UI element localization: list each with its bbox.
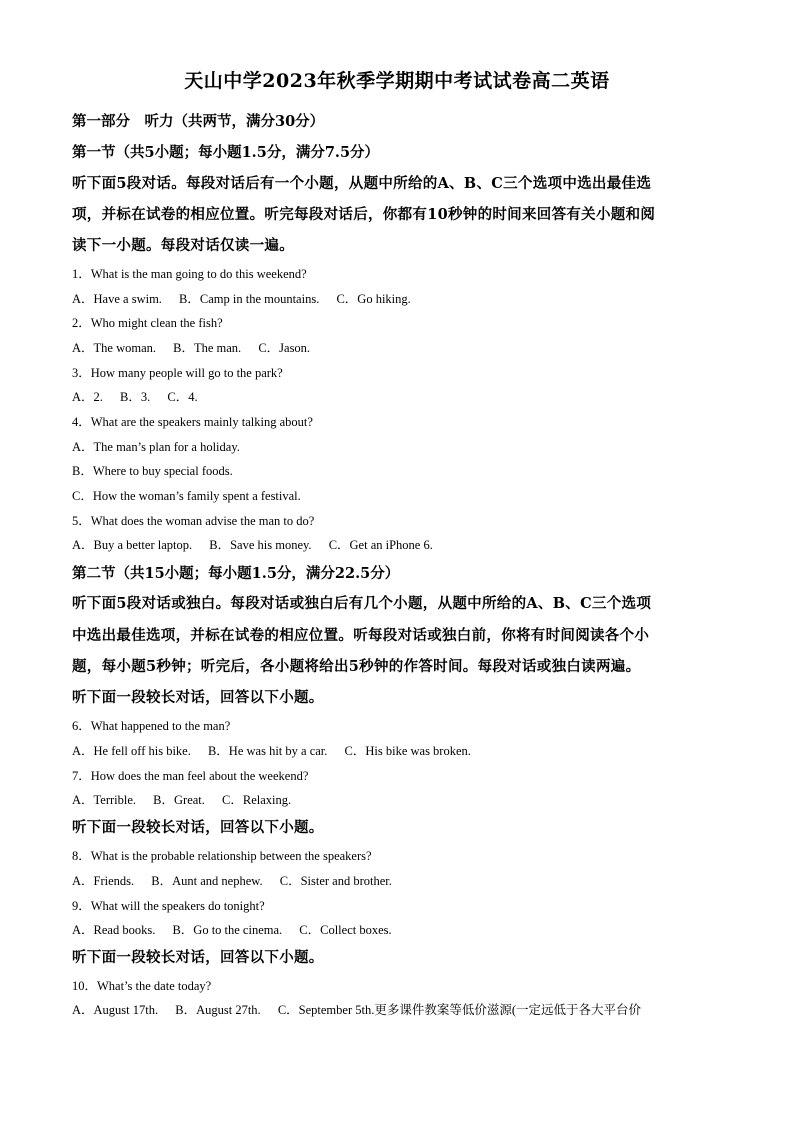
question-7-options <box>72 790 305 808</box>
option-b[interactable]: B．Save his money. <box>209 538 312 552</box>
option-c[interactable]: C．His bike was broken. <box>344 744 471 758</box>
option-b[interactable]: B．The man. <box>173 341 242 355</box>
option-c[interactable]: C．4. <box>167 390 198 404</box>
long-dialogue-label: 听下面一段较长对话，回答以下小题。 <box>72 689 324 706</box>
section1-instructions-line: 项，并标在试卷的相应位置。听完每段对话后，你都有10秒钟的时间来回答有关小题和阅 <box>72 206 656 223</box>
question-3-options <box>72 387 212 405</box>
option-c[interactable]: C．Jason. <box>258 341 311 355</box>
question-8-stem: 8．What is the probable relationship between the speakers? <box>72 849 372 863</box>
question-7-stem: 7．How does the man feel about the weekend? <box>72 769 309 783</box>
option-a[interactable]: A．Friends. <box>72 874 135 888</box>
question-1-options <box>72 289 425 307</box>
question-4-stem: 4．What are the speakers mainly talking about? <box>72 415 313 429</box>
question-1-stem: 1．What is the man going to do this weekend? <box>72 267 307 281</box>
option-c[interactable]: C．Collect boxes. <box>299 923 392 937</box>
option-c[interactable]: C．Get an iPhone 6. <box>328 538 433 552</box>
question-10-options <box>72 1000 641 1018</box>
question-8-options <box>72 871 406 889</box>
option-a[interactable]: A．The woman. <box>72 341 157 355</box>
option-b[interactable]: B．Great. <box>153 793 205 807</box>
option-b[interactable]: B．August 27th. <box>175 1003 261 1017</box>
option-a[interactable]: A．He fell off his bike. <box>72 744 191 758</box>
question-2-options <box>72 338 324 356</box>
question-9-stem: 9．What will the speakers do tonight? <box>72 899 265 913</box>
option-a[interactable]: A．August 17th. <box>72 1003 159 1017</box>
option-b[interactable]: B．He was hit by a car. <box>207 744 328 758</box>
option-a[interactable]: A．Buy a better laptop. <box>72 538 193 552</box>
question-9-options <box>72 920 406 938</box>
question-2-stem: 2．Who might clean the fish? <box>72 316 223 330</box>
question-6-stem: 6．What happened to the man? <box>72 719 231 733</box>
option-a[interactable]: A．Read books. <box>72 923 156 937</box>
section2-instructions-line: 听下面5段对话或独白。每段对话或独白后有几个小题，从题中所给的A、B、C三个选项 <box>72 595 652 612</box>
option-a[interactable]: A．The man’s plan for a holiday. <box>72 440 240 454</box>
option-c[interactable]: C．Sister and brother. <box>279 874 392 888</box>
trailing-promo-text: 更多课件教案等低价滋源(一定远低于各大平台价 <box>374 1003 641 1017</box>
question-6-options <box>72 741 485 759</box>
section1-instructions-line: 读下一小题。每段对话仅读一遍。 <box>72 237 294 254</box>
option-a[interactable]: A．Terrible. <box>72 793 137 807</box>
option-b[interactable]: B．3. <box>120 390 151 404</box>
question-5-options <box>72 535 447 553</box>
option-c[interactable]: C．September 5th. <box>277 1003 375 1017</box>
long-dialogue-label: 听下面一段较长对话，回答以下小题。 <box>72 949 324 966</box>
option-c[interactable]: C．Relaxing. <box>222 793 292 807</box>
option-b[interactable]: B．Where to buy special foods. <box>72 464 233 478</box>
long-dialogue-label: 听下面一段较长对话，回答以下小题。 <box>72 819 324 836</box>
part1-heading: 第一部分 听力（共两节，满分30分） <box>72 113 325 130</box>
option-c[interactable]: C．How the woman’s family spent a festival. <box>72 489 301 503</box>
option-c[interactable]: C．Go hiking. <box>336 292 411 306</box>
page-title: 天山中学2023年秋季学期期中考试试卷高二英语 <box>184 70 610 92</box>
section1-heading: 第一节（共5小题；每小题1.5分，满分7.5分） <box>72 144 380 161</box>
section2-instructions-line: 中选出最佳选项，并标在试卷的相应位置。听每段对话或独白前，你将有时间阅读各个小 <box>72 627 650 644</box>
section2-heading: 第二节（共15小题；每小题1.5分，满分22.5分） <box>72 565 400 582</box>
question-3-stem: 3．How many people will go to the park? <box>72 366 283 380</box>
section2-instructions-line: 题，每小题5秒钟；听完后，各小题将给出5秒钟的作答时间。每段对话或独白读两遍。 <box>72 658 641 675</box>
option-a[interactable]: A．2. <box>72 390 103 404</box>
question-10-stem: 10．What’s the date today? <box>72 979 212 993</box>
question-5-stem: 5．What does the woman advise the man to do? <box>72 514 315 528</box>
option-b[interactable]: B．Go to the cinema. <box>172 923 283 937</box>
option-a[interactable]: A．Have a swim. <box>72 292 162 306</box>
option-b[interactable]: B．Camp in the mountains. <box>179 292 320 306</box>
option-b[interactable]: B．Aunt and nephew. <box>151 874 263 888</box>
section1-instructions-line: 听下面5段对话。每段对话后有一个小题，从题中所给的A、B、C三个选项中选出最佳选 <box>72 175 652 192</box>
